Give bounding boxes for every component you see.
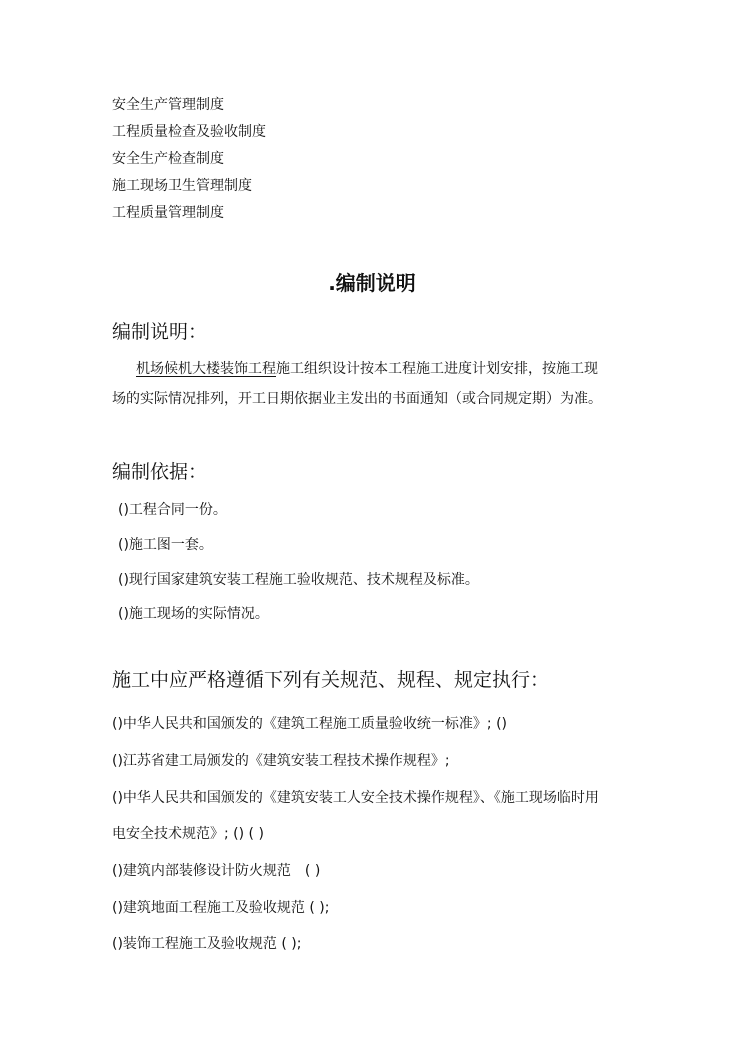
compile-notes-paragraph xyxy=(112,354,637,414)
basis-item: ()工程合同一份。 xyxy=(118,502,227,518)
paragraph-line-1-rest: 施工组织设计按本工程施工进度计划安排，按施工现 xyxy=(276,361,598,377)
basis-item: ()施工图一套。 xyxy=(118,537,213,553)
regulation-item: ()建筑地面工程施工及验收规范 ( ); xyxy=(112,900,330,916)
heading-compile-basis: 编制依据： xyxy=(112,461,208,483)
toc-item: 工程质量检查及验收制度 xyxy=(112,124,266,140)
regulation-item: ()建筑内部装修设计防火规范 ( ) xyxy=(112,863,321,879)
basis-item: ()施工现场的实际情况。 xyxy=(118,606,269,622)
section-title: .编制说明 xyxy=(328,271,416,295)
toc-list xyxy=(112,92,266,227)
toc-item: 施工现场卫生管理制度 xyxy=(112,178,252,194)
heading-regulations: 施工中应严格遵循下列有关规范、规程、规定执行： xyxy=(112,669,550,691)
heading-compile-notes: 编制说明： xyxy=(112,321,208,343)
basis-item: ()现行国家建筑安装工程施工验收规范、技术规程及标准。 xyxy=(118,572,479,588)
regulation-item: ()江苏省建工局颁发的《建筑安装工程技术操作规程》; xyxy=(112,753,450,769)
project-name: 机场候机大楼装饰工程 xyxy=(136,361,276,377)
regulation-item-continued: 电安全技术规范》; () ( ) xyxy=(112,826,264,842)
toc-item: 安全生产管理制度 xyxy=(112,97,224,113)
regulation-item: ()装饰工程施工及验收规范 ( ); xyxy=(112,936,302,952)
toc-item: 工程质量管理制度 xyxy=(112,205,224,221)
toc-item: 安全生产检查制度 xyxy=(112,151,224,167)
regulation-item: ()中华人民共和国颁发的《建筑安装工人安全技术操作规程》、《施工现场临时用 xyxy=(112,790,599,806)
paragraph-line-2: 场的实际情况排列，开工日期依据业主发出的书面通知（或合同规定期）为准。 xyxy=(112,391,602,407)
paragraph-line-1 xyxy=(112,354,637,384)
regulation-item: ()中华人民共和国颁发的《建筑工程施工质量验收统一标准》; () xyxy=(112,716,508,732)
